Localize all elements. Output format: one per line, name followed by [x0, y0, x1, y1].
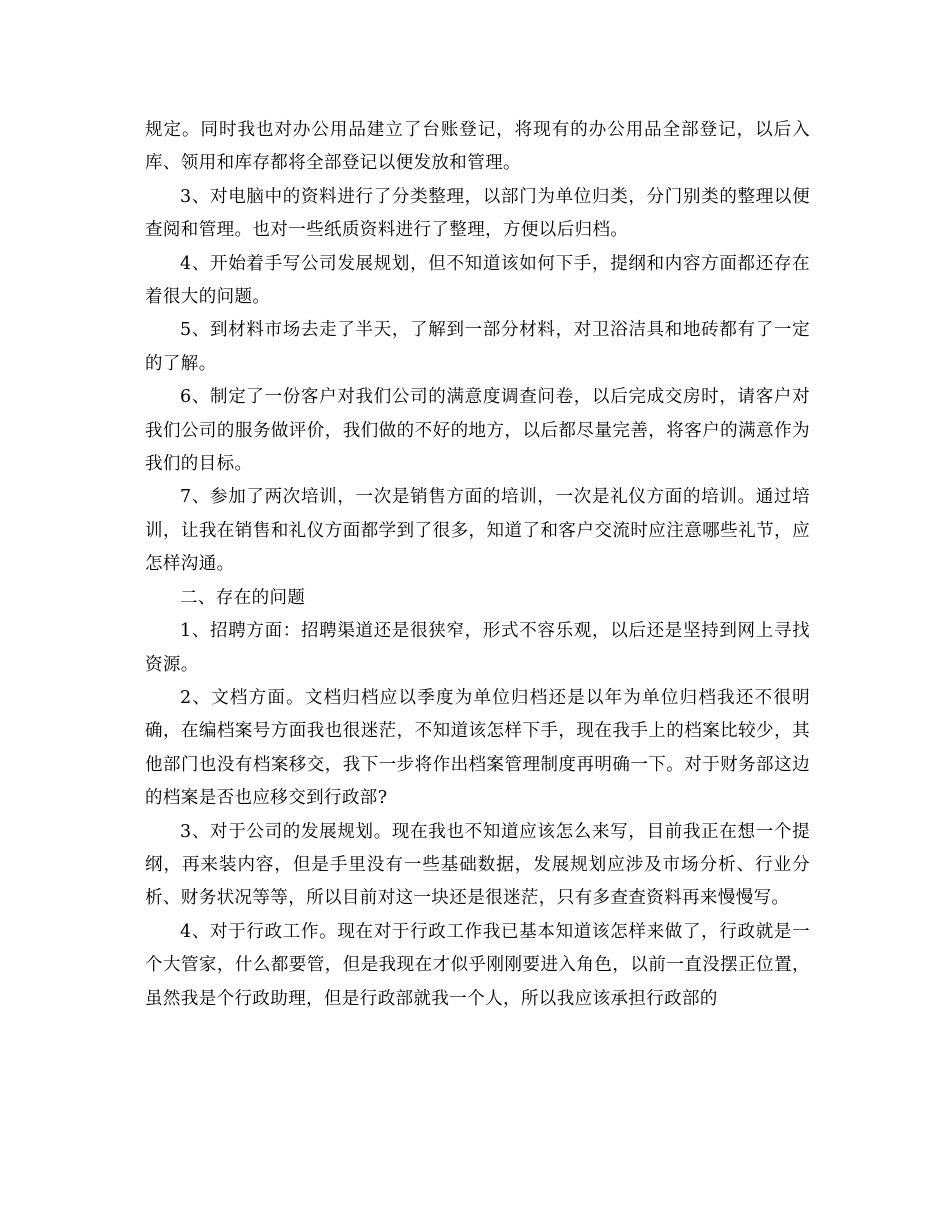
section-heading-existing-problems: 二、存在的问题	[180, 587, 306, 608]
paragraph-item-4-development-plan: 4、开始着手写公司发展规划，但不知道该如何下手，提纲和内容方面都还存在着很大的问题。	[145, 253, 810, 308]
paragraph-item-7-training: 7、参加了两次培训，一次是销售方面的培训，一次是礼仪方面的培训。通过培训，让我在销售和礼仪方面都学到了很多，知道了和客户交流时应注意哪些礼节，应怎样沟通。	[145, 487, 810, 575]
paragraph-problem-2-documents: 2、文档方面。文档归档应以季度为单位归档还是以年为单位归档我还不很明确，在编档案号方面我也很迷茫，不知道该怎样下手，现在我手上的档案比较少，其他部门也没有档案移交，我下一步将作出档案管理制度再明确一下。对于财务部这边的档案是否也应移交到行政部?	[145, 687, 810, 809]
paragraph-office-supplies: 规定。同时我也对办公用品建立了台账登记，将现有的办公用品全部登记，以后入库、领用和库存都将全部登记以便发放和管理。	[145, 120, 810, 174]
paragraph-item-6-satisfaction-survey: 6、制定了一份客户对我们公司的满意度调查问卷，以后完成交房时，请客户对我们公司的服务做评价，我们做的不好的地方，以后都尽量完善，将客户的满意作为我们的目标。	[145, 387, 810, 475]
paragraph-item-3-file-sorting: 3、对电脑中的资料进行了分类整理，以部门为单位归类，分门别类的整理以便查阅和管理。也对一些纸质资料进行了整理，方便以后归档。	[145, 186, 810, 241]
paragraph-item-5-materials-market: 5、到材料市场去走了半天，了解到一部分材料，对卫浴洁具和地砖都有了一定的了解。	[145, 320, 810, 374]
document-body	[145, 114, 810, 1016]
paragraph-problem-3-development-plan: 3、对于公司的发展规划。现在我也不知道应该怎么来写，目前我正在想一个提纲，再来装内容，但是手里没有一些基础数据，发展规划应涉及市场分析、行业分析、财务状况等等，所以目前对这一块还是很迷茫，只有多查查资料再来慢慢写。	[145, 821, 810, 909]
paragraph-problem-1-recruitment: 1、招聘方面：招聘渠道还是很狭窄，形式不容乐观，以后还是坚持到网上寻找资源。	[145, 621, 810, 675]
paragraph-problem-4-administration: 4、对于行政工作。现在对于行政工作我已基本知道该怎样来做了，行政就是一个大管家，什么都要管，但是我现在才似乎刚刚要进入角色，以前一直没摆正位置，虽然我是个行政助理，但是行政部就我一个人，所以我应该承担行政部的	[145, 921, 810, 1009]
